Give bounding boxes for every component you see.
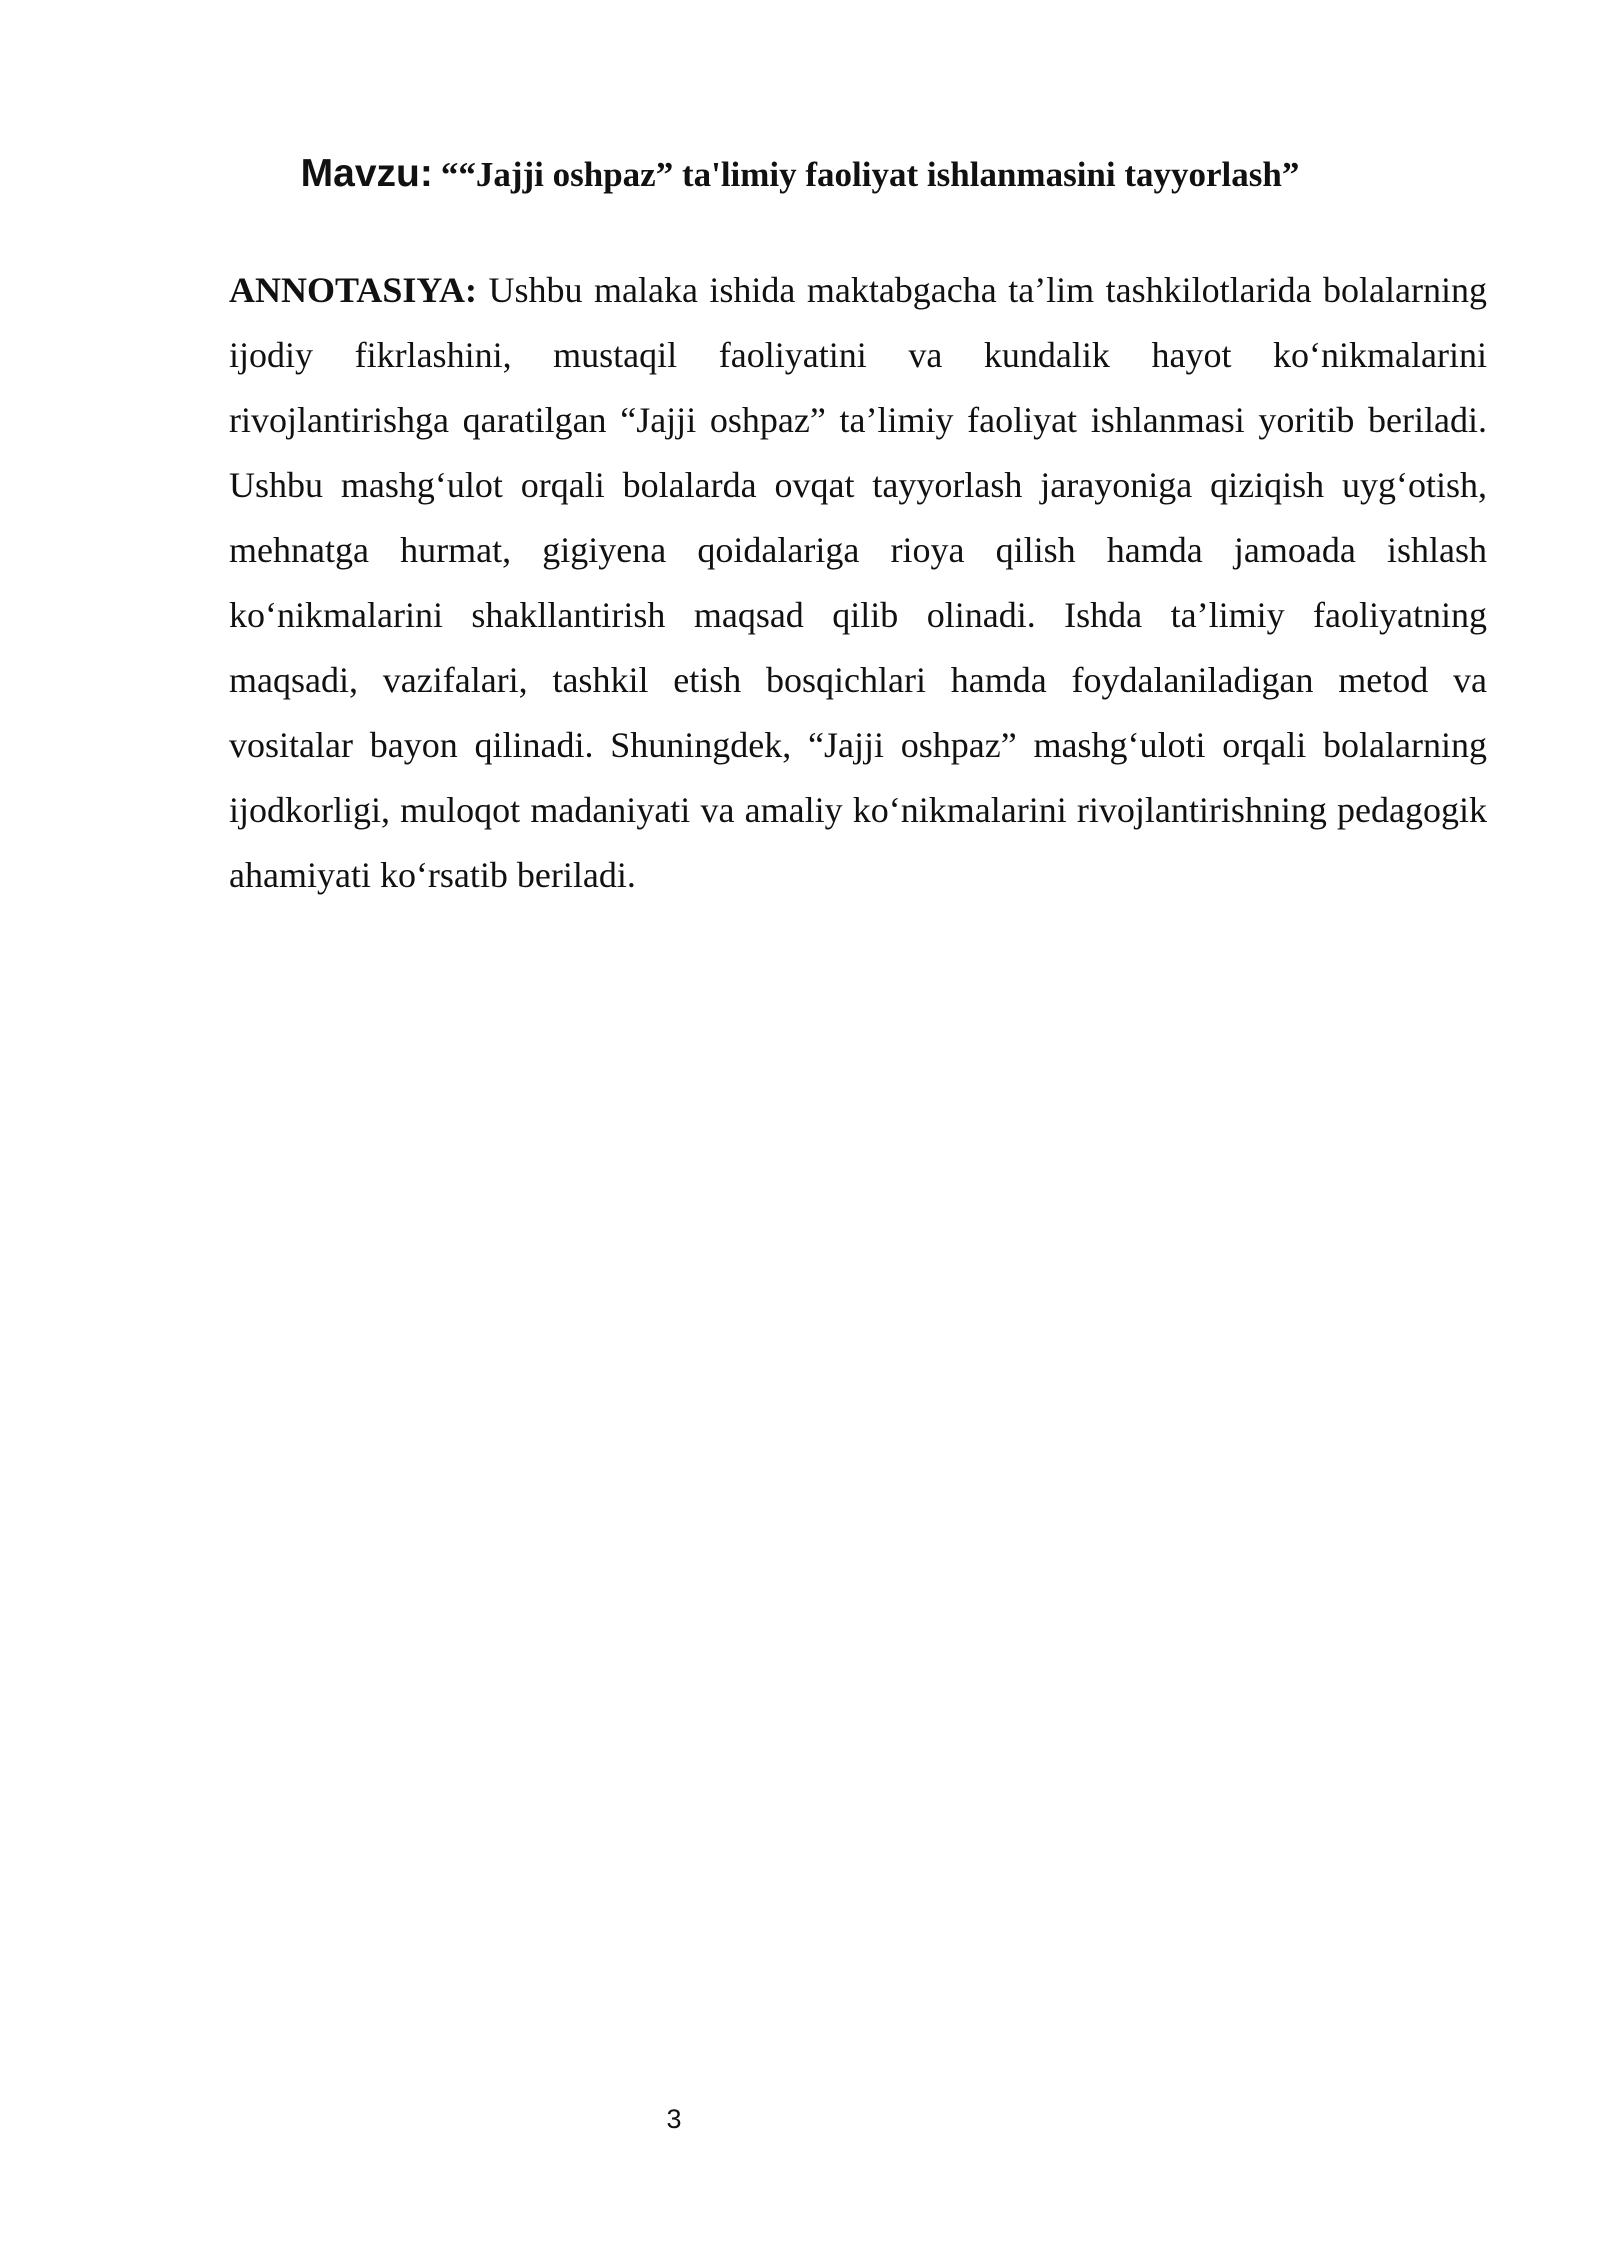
abstract-paragraph: [229, 258, 1487, 908]
abstract-label: ANNOTASIYA:: [229, 270, 478, 310]
abstract-text: Ushbu malaka ishida maktabgacha ta’lim tashkilotlarida bolalarning ijodiy fikrlashini, mustaqil faoliyatini va kundalik hayot ko‘nikmalarini rivojlantirishga qaratilgan “Jajji oshpaz” ta’limiy faoliyat ishlanmasi yoritib beriladi. Ushbu mashg‘ulot orqali bolalarda ovqat tayyorlash jarayoniga qiziqish uyg‘otish, mehnatga hurmat, gigiyena qoidalariga rioya qilish hamda jamoada ishlash ko‘nikmalarini shakllantirish maqsad qilib olinadi. Ishda ta’limiy faoliyatning maqsadi, vazifalari, tashkil etish bosqichlari hamda foydalaniladigan metod va vositalar bayon qilinadi. Shuningdek, “Jajji oshpaz” mashg‘uloti orqali bolalarning ijodkorligi, muloqot madaniyati va amaliy ko‘nikmalarini rivojlantirishning pedagogik ahamiyati ko‘rsatib beriladi.: [229, 270, 1487, 895]
title-label: Mavzu:: [300, 152, 433, 195]
page-title: [0, 152, 1600, 196]
page-number: 3: [666, 2104, 682, 2134]
title-topic: ““Jajji oshpaz” ta'limiy faoliyat ishlanmasini tayyorlash”: [440, 155, 1300, 194]
